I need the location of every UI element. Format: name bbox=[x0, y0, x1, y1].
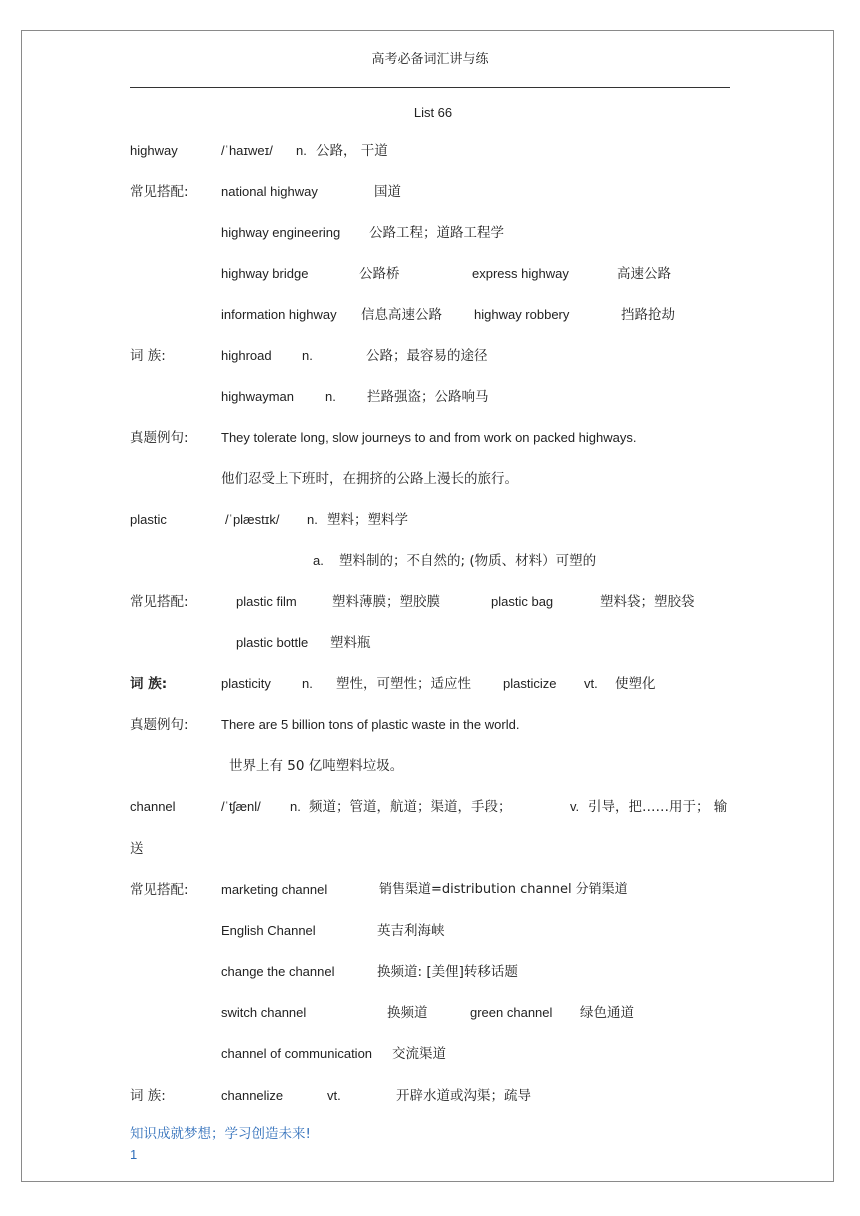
collocation-zh: 挡路抢劫 bbox=[621, 307, 675, 323]
family-zh: 拦路强盗；公路响马 bbox=[367, 389, 489, 405]
collocation-zh: 公路桥 bbox=[359, 266, 400, 282]
collocation-en: highway robbery bbox=[474, 307, 570, 322]
part-of-speech: n. bbox=[290, 799, 301, 814]
collocation-label: 常见搭配: bbox=[130, 594, 189, 610]
phonetic: /ˈhaɪweɪ/ bbox=[221, 143, 273, 158]
header-rule bbox=[130, 87, 730, 88]
family-zh: 公路；最容易的途径 bbox=[366, 348, 488, 364]
collocation-zh: 换频道: [美俚]转移话题 bbox=[377, 964, 518, 980]
collocation-en: highway bridge bbox=[221, 266, 309, 281]
meaning: 塑料制的；不自然的; (物质、材料）可塑的 bbox=[339, 553, 597, 569]
collocation-en: channel of communication bbox=[221, 1046, 373, 1061]
collocation-en: plastic bag bbox=[491, 594, 554, 609]
family-word: highwayman bbox=[221, 389, 294, 404]
family-zh: 使塑化 bbox=[615, 676, 656, 692]
collocation-zh: 国道 bbox=[374, 184, 401, 200]
example-en: They tolerate long, slow journeys to and from work on packed highways. bbox=[221, 430, 637, 445]
collocation-zh: 绿色通道 bbox=[580, 1005, 634, 1021]
collocation-en: national highway bbox=[221, 184, 318, 199]
example-en: There are 5 billion tons of plastic waste in the world. bbox=[221, 717, 520, 732]
collocation-zh: 塑料袋；塑胶袋 bbox=[600, 594, 695, 610]
collocation-label: 常见搭配: bbox=[130, 184, 189, 200]
family-label: 词 族: bbox=[130, 676, 168, 692]
collocation-en: English Channel bbox=[221, 923, 316, 938]
family-pos: vt. bbox=[327, 1088, 341, 1103]
collocation-zh: 交流渠道 bbox=[392, 1046, 446, 1062]
family-pos: n. bbox=[325, 389, 336, 404]
collocation-zh: 英吉利海峡 bbox=[377, 923, 445, 939]
family-zh: 塑性，可塑性；适应性 bbox=[336, 676, 471, 692]
headword-highway: highway bbox=[130, 143, 178, 158]
collocation-en: green channel bbox=[470, 1005, 553, 1020]
part-of-speech: n. bbox=[307, 512, 318, 527]
collocation-en: change the channel bbox=[221, 964, 335, 979]
meaning: 引导，把……用于； 输 bbox=[588, 799, 728, 815]
part-of-speech: a. bbox=[313, 553, 324, 568]
family-pos: vt. bbox=[584, 676, 598, 691]
collocation-en: switch channel bbox=[221, 1005, 307, 1020]
meaning: 公路， 干道 bbox=[316, 143, 388, 159]
collocation-zh: 换频道 bbox=[387, 1005, 428, 1021]
family-word: plasticity bbox=[221, 676, 271, 691]
family-label: 词 族: bbox=[130, 348, 166, 364]
family-word: channelize bbox=[221, 1088, 284, 1103]
part-of-speech: n. bbox=[296, 143, 307, 158]
meaning: 频道；管道，航道；渠道，手段； bbox=[309, 799, 512, 815]
collocation-en: express highway bbox=[472, 266, 569, 281]
collocation-zh: 塑料瓶 bbox=[330, 635, 371, 651]
headword-plastic: plastic bbox=[130, 512, 167, 527]
family-label: 词 族: bbox=[130, 1088, 166, 1104]
meaning: 塑料；塑料学 bbox=[327, 512, 408, 528]
collocation-zh: 塑料薄膜；塑胶膜 bbox=[332, 594, 440, 610]
part-of-speech: v. bbox=[570, 799, 580, 814]
collocation-label: 常见搭配: bbox=[130, 882, 189, 898]
phonetic: /ˈtʃænl/ bbox=[221, 799, 261, 814]
collocation-en: plastic bottle bbox=[236, 635, 309, 650]
list-title: List 66 bbox=[413, 105, 453, 120]
family-word: plasticize bbox=[503, 676, 557, 691]
collocation-zh: 信息高速公路 bbox=[361, 307, 442, 323]
collocation-en: plastic film bbox=[236, 594, 297, 609]
example-zh: 他们忍受上下班时，在拥挤的公路上漫长的旅行。 bbox=[221, 471, 518, 487]
header-title: 高考必备词汇讲与练 bbox=[371, 52, 489, 67]
collocation-en: highway engineering bbox=[221, 225, 341, 240]
family-zh: 开辟水道或沟渠；疏导 bbox=[396, 1088, 531, 1104]
example-zh: 世界上有 50 亿吨塑料垃圾。 bbox=[229, 758, 404, 774]
headword-channel: channel bbox=[130, 799, 176, 814]
example-label: 真题例句: bbox=[130, 430, 189, 446]
page-number: 1 bbox=[130, 1147, 138, 1162]
collocation-zh: 公路工程；道路工程学 bbox=[369, 225, 504, 241]
family-pos: n. bbox=[302, 676, 313, 691]
example-label: 真题例句: bbox=[130, 717, 189, 733]
footer-slogan: 知识成就梦想；学习创造未来! bbox=[130, 1126, 311, 1142]
family-word: highroad bbox=[221, 348, 272, 363]
collocation-zh: 高速公路 bbox=[617, 266, 671, 282]
collocation-en: information highway bbox=[221, 307, 337, 322]
collocation-zh: 销售渠道=distribution channel 分销渠道 bbox=[379, 882, 628, 897]
collocation-en: marketing channel bbox=[221, 882, 328, 897]
meaning-continued: 送 bbox=[130, 841, 144, 857]
family-pos: n. bbox=[302, 348, 313, 363]
phonetic: /ˈplæstɪk/ bbox=[225, 512, 280, 527]
